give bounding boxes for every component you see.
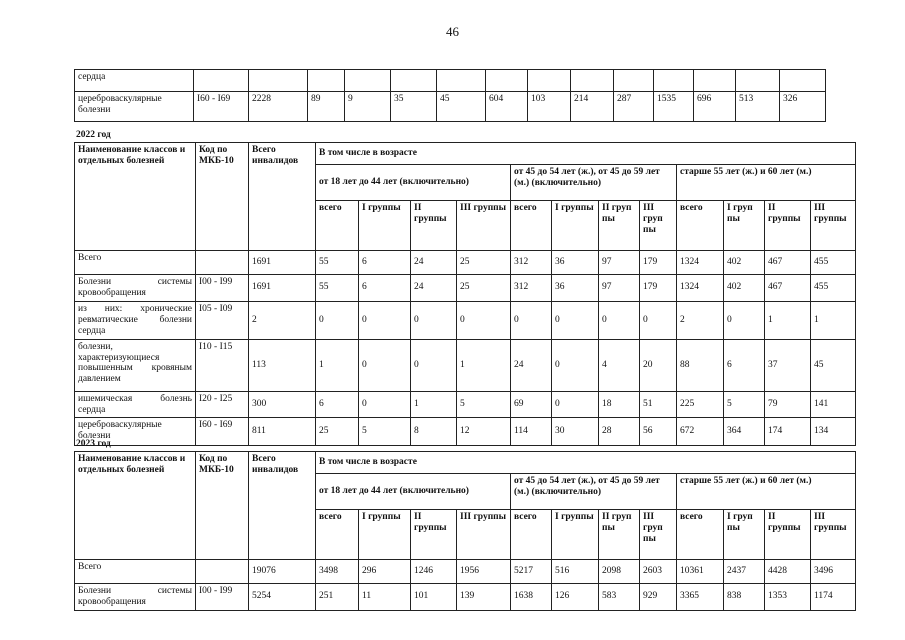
header-code: Код по МКБ-10 bbox=[196, 452, 249, 560]
disease-name-cell: ишемическая болезнь сердца bbox=[75, 391, 196, 418]
table-row bbox=[75, 339, 856, 391]
value-cell: 1638 bbox=[511, 584, 552, 611]
page-number: 46 bbox=[446, 24, 459, 39]
value-cell: 583 bbox=[599, 584, 640, 611]
value-cell: 0 bbox=[359, 301, 411, 339]
subheader-cell: I группы bbox=[359, 201, 411, 251]
table-row bbox=[75, 584, 856, 611]
value-cell: 126 bbox=[552, 584, 599, 611]
disease-name-cell: Болезни системы кровообращения bbox=[75, 584, 196, 611]
value-cell: 402 bbox=[724, 275, 765, 302]
value-cell: 4428 bbox=[765, 560, 811, 584]
table-row bbox=[75, 275, 856, 302]
value-cell: 672 bbox=[677, 418, 724, 446]
code-cell bbox=[196, 560, 249, 584]
header-age-45-59: от 45 до 54 лет (ж.), от 45 до 59 лет (м.) (включительно) bbox=[511, 474, 677, 510]
value-cell: 8 bbox=[411, 418, 457, 446]
code-cell: I20 - I25 bbox=[196, 391, 249, 418]
value-cell: 179 bbox=[640, 275, 677, 302]
subheader-cell: III груп пы bbox=[640, 201, 677, 251]
value-cell: 24 bbox=[411, 275, 457, 302]
value-cell: 12 bbox=[457, 418, 511, 446]
value-cell: 103 bbox=[528, 92, 571, 122]
value-cell: 0 bbox=[552, 391, 599, 418]
value-cell: 5217 bbox=[511, 560, 552, 584]
value-cell: 467 bbox=[765, 275, 811, 302]
value-cell: 9 bbox=[345, 92, 391, 122]
value-cell: 811 bbox=[249, 418, 316, 446]
value-cell: 312 bbox=[511, 275, 552, 302]
header-age-55-60-plus: старше 55 лет (ж.) и 60 лет (м.) bbox=[677, 165, 856, 201]
header-name: Наименование классов и отдельных болезней bbox=[75, 143, 196, 251]
subheader-cell: I группы bbox=[552, 201, 599, 251]
value-cell: 5 bbox=[457, 391, 511, 418]
value-cell: 2603 bbox=[640, 560, 677, 584]
value-cell: 1 bbox=[316, 339, 359, 391]
subheader-cell: II группы bbox=[765, 201, 811, 251]
value-cell: 0 bbox=[359, 391, 411, 418]
value-cell: 55 bbox=[316, 275, 359, 302]
value-cell: 455 bbox=[811, 275, 856, 302]
value-cell: 3496 bbox=[811, 560, 856, 584]
subheader-cell: I груп пы bbox=[724, 510, 765, 560]
value-cell: 364 bbox=[724, 418, 765, 446]
value-cell: 300 bbox=[249, 391, 316, 418]
value-cell: 0 bbox=[316, 301, 359, 339]
code-cell: I00 - I99 bbox=[196, 275, 249, 302]
value-cell: 2 bbox=[677, 301, 724, 339]
year-label-2022: 2022 год bbox=[76, 130, 111, 140]
code-cell: I00 - I99 bbox=[196, 584, 249, 611]
value-cell: 0 bbox=[552, 301, 599, 339]
table-row bbox=[75, 418, 856, 446]
table-2022 bbox=[74, 142, 856, 446]
disease-name-cell: цереброваскулярные болезни bbox=[75, 92, 194, 122]
subheader-cell: II груп пы bbox=[599, 201, 640, 251]
value-cell: 251 bbox=[316, 584, 359, 611]
code-cell: I05 - I09 bbox=[196, 301, 249, 339]
table-row bbox=[75, 301, 856, 339]
value-cell: 6 bbox=[359, 251, 411, 275]
value-cell: 296 bbox=[359, 560, 411, 584]
value-cell: 0 bbox=[411, 301, 457, 339]
value-cell: 929 bbox=[640, 584, 677, 611]
subheader-cell: I группы bbox=[359, 510, 411, 560]
header-age-45-59: от 45 до 54 лет (ж.), от 45 до 59 лет (м.) (включительно) bbox=[511, 165, 677, 201]
subheader-cell: всего bbox=[677, 201, 724, 251]
value-cell: 174 bbox=[765, 418, 811, 446]
value-cell: 24 bbox=[411, 251, 457, 275]
value-cell: 1691 bbox=[249, 251, 316, 275]
subheader-cell: всего bbox=[316, 201, 359, 251]
value-cell: 467 bbox=[765, 251, 811, 275]
value-cell: 1324 bbox=[677, 275, 724, 302]
value-cell: 2228 bbox=[249, 92, 308, 122]
value-cell: 4 bbox=[599, 339, 640, 391]
value-cell: 25 bbox=[457, 251, 511, 275]
value-cell: 0 bbox=[552, 339, 599, 391]
header-age-55-60-plus: старше 55 лет (ж.) и 60 лет (м.) bbox=[677, 474, 856, 510]
subheader-cell: III группы bbox=[457, 201, 511, 251]
value-cell: 139 bbox=[457, 584, 511, 611]
value-cell: 134 bbox=[811, 418, 856, 446]
value-cell: 45 bbox=[437, 92, 486, 122]
value-cell: 37 bbox=[765, 339, 811, 391]
value-cell: 402 bbox=[724, 251, 765, 275]
value-cell: 1 bbox=[765, 301, 811, 339]
value-cell: 1956 bbox=[457, 560, 511, 584]
value-cell: 326 bbox=[780, 92, 826, 122]
code-cell: I60 - I69 bbox=[194, 92, 249, 122]
header-including: В том числе в возрасте bbox=[316, 452, 856, 474]
value-cell: 0 bbox=[411, 339, 457, 391]
subheader-cell: II группы bbox=[411, 510, 457, 560]
table-row bbox=[75, 560, 856, 584]
subheader-cell: всего bbox=[677, 510, 724, 560]
value-cell: 6 bbox=[359, 275, 411, 302]
subheader-cell: I груп пы bbox=[724, 201, 765, 251]
disease-name-cell: Болезни системы кровообращения bbox=[75, 275, 196, 302]
subheader-cell: I группы bbox=[552, 510, 599, 560]
subheader-cell: III группы bbox=[811, 201, 856, 251]
table-row bbox=[75, 92, 826, 122]
subheader-cell: II группы bbox=[765, 510, 811, 560]
value-cell: 141 bbox=[811, 391, 856, 418]
subheader-cell: всего bbox=[316, 510, 359, 560]
year-label-2023: 2023 год bbox=[76, 439, 111, 449]
value-cell: 1 bbox=[811, 301, 856, 339]
value-cell: 5 bbox=[359, 418, 411, 446]
value-cell: 51 bbox=[640, 391, 677, 418]
value-cell: 179 bbox=[640, 251, 677, 275]
table-row bbox=[75, 251, 856, 275]
value-cell: 0 bbox=[457, 301, 511, 339]
subheader-cell: всего bbox=[511, 201, 552, 251]
value-cell: 89 bbox=[308, 92, 345, 122]
value-cell: 1 bbox=[411, 391, 457, 418]
value-cell: 11 bbox=[359, 584, 411, 611]
table-2023 bbox=[74, 451, 856, 611]
subheader-cell: II груп пы bbox=[599, 510, 640, 560]
value-cell: 3365 bbox=[677, 584, 724, 611]
value-cell: 69 bbox=[511, 391, 552, 418]
value-cell: 36 bbox=[552, 251, 599, 275]
value-cell: 3498 bbox=[316, 560, 359, 584]
code-cell: I10 - I15 bbox=[196, 339, 249, 391]
value-cell: 2 bbox=[249, 301, 316, 339]
value-cell: 25 bbox=[316, 418, 359, 446]
value-cell: 114 bbox=[511, 418, 552, 446]
value-cell: 1246 bbox=[411, 560, 457, 584]
value-cell: 1691 bbox=[249, 275, 316, 302]
subheader-cell: III груп пы bbox=[640, 510, 677, 560]
value-cell: 287 bbox=[614, 92, 654, 122]
header-age-18-44: от 18 лет до 44 лет (включительно) bbox=[316, 474, 511, 510]
value-cell: 225 bbox=[677, 391, 724, 418]
value-cell: 2437 bbox=[724, 560, 765, 584]
header-row bbox=[75, 452, 856, 474]
value-cell: 696 bbox=[694, 92, 736, 122]
table-row bbox=[75, 391, 856, 418]
value-cell: 0 bbox=[359, 339, 411, 391]
continuation-table bbox=[74, 69, 826, 122]
value-cell: 1324 bbox=[677, 251, 724, 275]
code-cell: I60 - I69 bbox=[196, 418, 249, 446]
value-cell: 455 bbox=[811, 251, 856, 275]
value-cell: 1 bbox=[457, 339, 511, 391]
value-cell: 56 bbox=[640, 418, 677, 446]
value-cell: 101 bbox=[411, 584, 457, 611]
disease-name-cell: Всего bbox=[75, 560, 196, 584]
table-row bbox=[75, 70, 826, 92]
value-cell: 0 bbox=[640, 301, 677, 339]
header-code: Код по МКБ-10 bbox=[196, 143, 249, 251]
value-cell: 5254 bbox=[249, 584, 316, 611]
value-cell: 36 bbox=[552, 275, 599, 302]
header-total: Всего инвалидов bbox=[249, 143, 316, 251]
value-cell: 28 bbox=[599, 418, 640, 446]
value-cell: 1535 bbox=[654, 92, 694, 122]
value-cell: 1353 bbox=[765, 584, 811, 611]
subheader-cell: II группы bbox=[411, 201, 457, 251]
subheader-cell: всего bbox=[511, 510, 552, 560]
value-cell: 6 bbox=[316, 391, 359, 418]
header-row bbox=[75, 143, 856, 165]
value-cell: 0 bbox=[511, 301, 552, 339]
header-total: Всего инвалидов bbox=[249, 452, 316, 560]
value-cell: 1174 bbox=[811, 584, 856, 611]
value-cell: 35 bbox=[391, 92, 437, 122]
header-including: В том числе в возрасте bbox=[316, 143, 856, 165]
value-cell: 97 bbox=[599, 251, 640, 275]
disease-name-cell: цереброваскулярные болезни bbox=[75, 418, 196, 446]
value-cell: 214 bbox=[571, 92, 614, 122]
value-cell: 604 bbox=[486, 92, 528, 122]
disease-name-cell: из них: хронические ревматические болезни сердца bbox=[75, 301, 196, 339]
value-cell: 25 bbox=[457, 275, 511, 302]
value-cell: 838 bbox=[724, 584, 765, 611]
disease-name-cell: болезни, характеризующиеся повышенным кровяным давлением bbox=[75, 339, 196, 391]
disease-name-cell: Всего bbox=[75, 251, 196, 275]
value-cell: 513 bbox=[736, 92, 780, 122]
value-cell: 19076 bbox=[249, 560, 316, 584]
value-cell: 0 bbox=[724, 301, 765, 339]
value-cell: 55 bbox=[316, 251, 359, 275]
value-cell: 97 bbox=[599, 275, 640, 302]
value-cell: 0 bbox=[599, 301, 640, 339]
subheader-cell: III группы bbox=[457, 510, 511, 560]
value-cell: 5 bbox=[724, 391, 765, 418]
value-cell: 88 bbox=[677, 339, 724, 391]
value-cell: 10361 bbox=[677, 560, 724, 584]
value-cell: 24 bbox=[511, 339, 552, 391]
value-cell: 516 bbox=[552, 560, 599, 584]
header-name: Наименование классов и отдельных болезней bbox=[75, 452, 196, 560]
disease-name-cell: сердца bbox=[75, 70, 194, 92]
value-cell: 20 bbox=[640, 339, 677, 391]
value-cell: 6 bbox=[724, 339, 765, 391]
value-cell: 45 bbox=[811, 339, 856, 391]
value-cell: 30 bbox=[552, 418, 599, 446]
value-cell: 18 bbox=[599, 391, 640, 418]
subheader-cell: III группы bbox=[811, 510, 856, 560]
value-cell: 2098 bbox=[599, 560, 640, 584]
value-cell: 113 bbox=[249, 339, 316, 391]
header-age-18-44: от 18 лет до 44 лет (включительно) bbox=[316, 165, 511, 201]
value-cell: 79 bbox=[765, 391, 811, 418]
value-cell: 312 bbox=[511, 251, 552, 275]
code-cell bbox=[196, 251, 249, 275]
